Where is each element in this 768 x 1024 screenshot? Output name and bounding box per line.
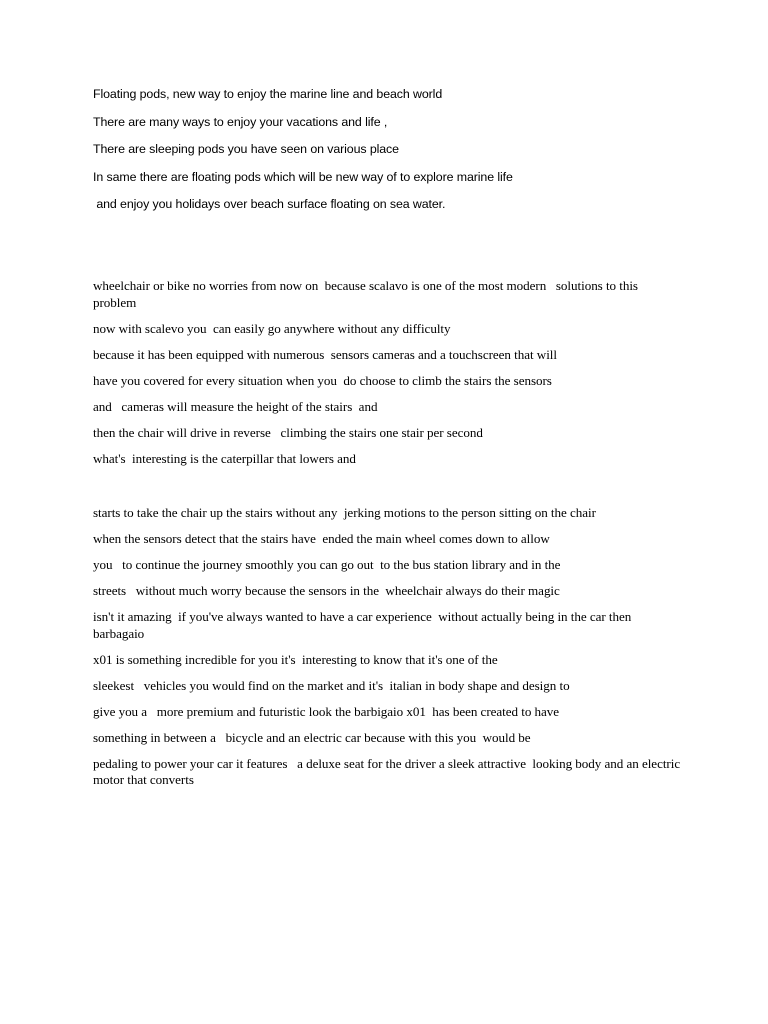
- text-line: what's interesting is the caterpillar that lowers and: [93, 450, 356, 466]
- text-line: starts to take the chair up the stairs without any jerking motions to the person sitting on the chair: [93, 505, 596, 520]
- text-line: have you covered for every situation when you do choose to climb the stairs the sensors: [93, 372, 552, 388]
- text-line: In same there are floating pods which will be new way of to explore marine life: [93, 169, 513, 184]
- text-line: and enjoy you holidays over beach surface floating on sea water.: [93, 197, 446, 211]
- vehicle-section: [93, 505, 683, 798]
- text-line: give you a more premium and futuristic look the barbigaio x01 has been created to have: [93, 703, 560, 719]
- wheelchair-section: [93, 278, 683, 477]
- text-line: streets without much worry because the sensors in the wheelchair always do their magic: [93, 583, 560, 598]
- intro-paragraphs: [93, 86, 683, 224]
- text-line: you to continue the journey smoothly you can go out to the bus station library and in the: [93, 557, 561, 572]
- text-line: now with scalevo you can easily go anywhere without any difficulty: [93, 320, 451, 336]
- text-line: There are many ways to enjoy your vacations and life ,: [93, 114, 388, 129]
- text-line: sleekest vehicles you would find on the market and it's italian in body shape and design to: [93, 677, 570, 693]
- text-line: pedaling to power your car it features a deluxe seat for the driver a sleek attractive looking body and an electric motor that converts: [93, 755, 684, 787]
- text-line: isn't it amazing if you've always wanted to have a car experience without actually being in the car then barbagaio: [93, 609, 635, 641]
- text-line: x01 is something incredible for you it's interesting to know that it's one of the: [93, 651, 498, 667]
- text-line: something in between a bicycle and an electric car because with this you would be: [93, 729, 531, 745]
- text-line: and cameras will measure the height of the stairs and: [93, 398, 378, 414]
- text-line: There are sleeping pods you have seen on various place: [93, 142, 399, 156]
- text-line: when the sensors detect that the stairs have ended the main wheel comes down to allow: [93, 531, 550, 546]
- text-line: then the chair will drive in reverse climbing the stairs one stair per second: [93, 424, 483, 440]
- text-line: because it has been equipped with numerous sensors cameras and a touchscreen that will: [93, 346, 557, 362]
- text-line: Floating pods, new way to enjoy the marine line and beach world: [93, 87, 443, 101]
- text-line: wheelchair or bike no worries from now on because scalavo is one of the most modern solutions to this problem: [93, 278, 642, 310]
